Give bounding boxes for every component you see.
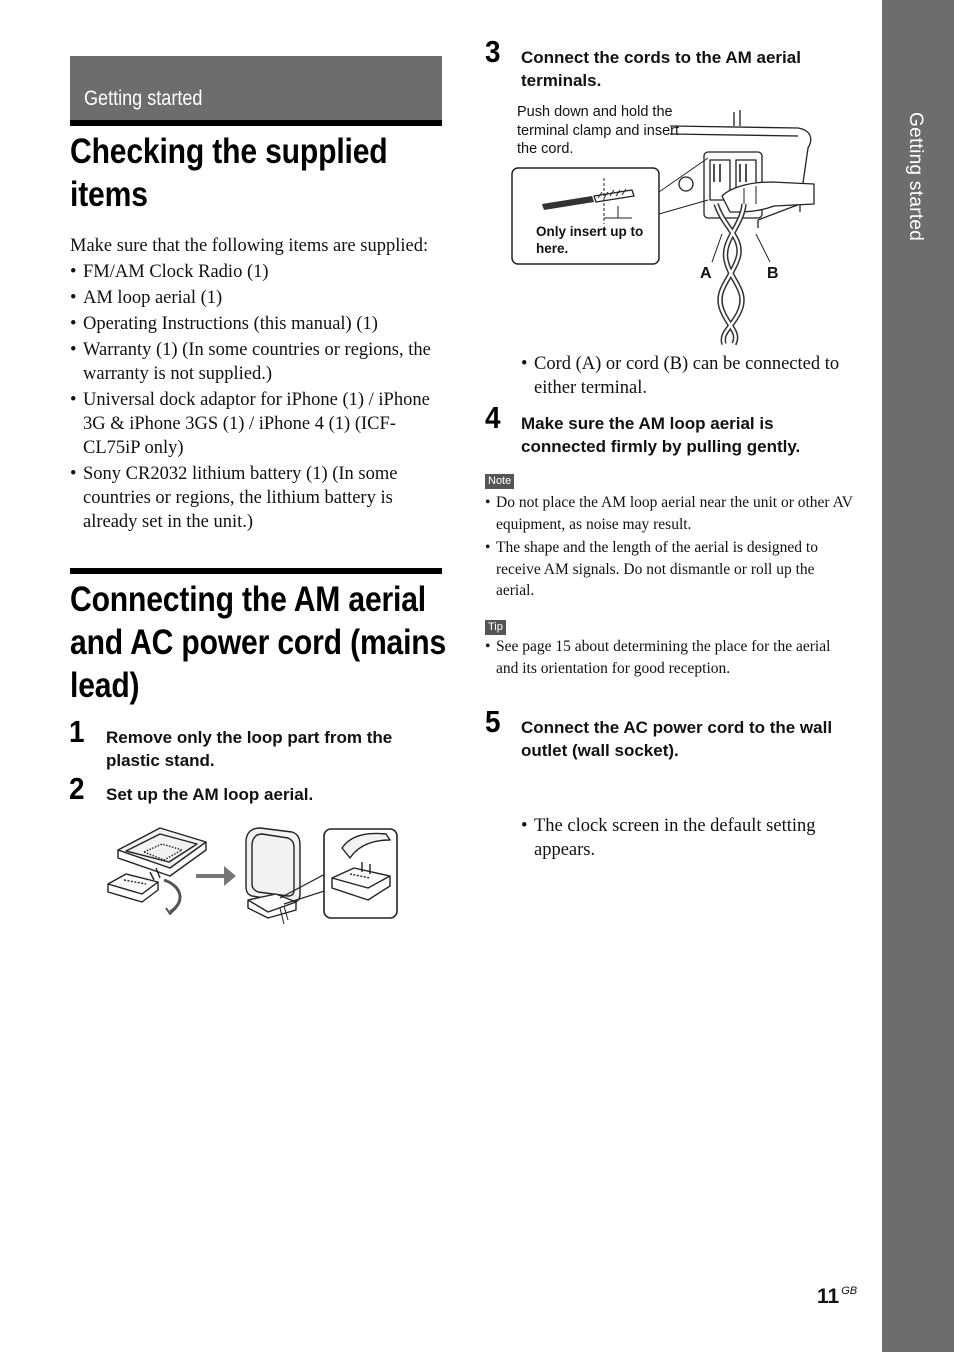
- step-number: 2: [69, 771, 85, 806]
- page-number: [817, 1285, 857, 1309]
- checking-intro: Make sure that the following items are supplied:: [70, 236, 429, 256]
- page-number-suffix: GB: [841, 1285, 858, 1297]
- step-text: Make sure the AM loop aerial is connected firmly by pulling gently.: [521, 414, 801, 456]
- list-item: • Warranty (1) (In some countries or regions, the warranty is not supplied.): [70, 338, 450, 386]
- inset-caption: Only insert up to here.: [536, 224, 644, 256]
- heading-rule: [70, 568, 442, 574]
- side-tab: [882, 0, 954, 1352]
- step-text: Connect the cords to the AM aerial terminals.: [521, 48, 801, 90]
- am-loop-setup-illustration: [100, 822, 405, 926]
- step5-bullet: • The clock screen in the default setting appears.: [521, 814, 864, 862]
- section-banner: [70, 56, 442, 120]
- step3-bullet: • Cord (A) or cord (B) can be connected to either terminal.: [521, 352, 869, 400]
- tip-label: Tip: [485, 620, 506, 635]
- connecting-heading: Connecting the AM aerial and AC power cord (mains lead): [70, 580, 447, 705]
- step-number: 4: [485, 400, 501, 435]
- cord-label-a: A: [700, 265, 712, 282]
- cord-label-b: B: [767, 265, 779, 282]
- checking-heading: Checking the supplied items: [70, 132, 388, 214]
- note-label: Note: [485, 474, 514, 489]
- section-banner-label: Getting started: [84, 87, 203, 110]
- step-text: Set up the AM loop aerial.: [106, 785, 314, 804]
- list-item: • FM/AM Clock Radio (1): [70, 260, 450, 284]
- list-item: • AM loop aerial (1): [70, 286, 450, 310]
- side-tab-label: Getting started: [905, 112, 926, 242]
- step-text: Connect the AC power cord to the wall outlet (wall socket).: [521, 718, 833, 760]
- list-item: • Operating Instructions (this manual) (1): [70, 312, 450, 336]
- step-number: 3: [485, 34, 501, 69]
- tip-item: • See page 15 about determining the place for the aerial and its orientation for good reception.: [485, 636, 855, 679]
- heading-rule: [70, 120, 442, 126]
- note-item: • Do not place the AM loop aerial near the unit or other AV equipment, as noise may result.: [485, 492, 855, 535]
- note-item: • The shape and the length of the aerial is designed to receive AM signals. Do not dismantle or roll up the aerial.: [485, 537, 855, 602]
- step-number: 5: [485, 704, 501, 739]
- tips-list: [485, 636, 855, 679]
- terminal-callout: Push down and hold the terminal clamp and insert the cord.: [517, 104, 679, 157]
- step-number: 1: [69, 714, 85, 749]
- notes-list: [485, 492, 855, 602]
- list-item: • Universal dock adaptor for iPhone (1) / iPhone 3G & iPhone 3GS (1) / iPhone 4 (1) (ICF-CL75iP only): [70, 388, 450, 460]
- checking-section: [70, 234, 450, 534]
- step-text: Remove only the loop part from the plastic stand.: [106, 728, 393, 770]
- list-item: • Sony CR2032 lithium battery (1) (In some countries or regions, the lithium battery is already set in the unit.): [70, 462, 450, 534]
- page-number-value: 11: [817, 1285, 840, 1308]
